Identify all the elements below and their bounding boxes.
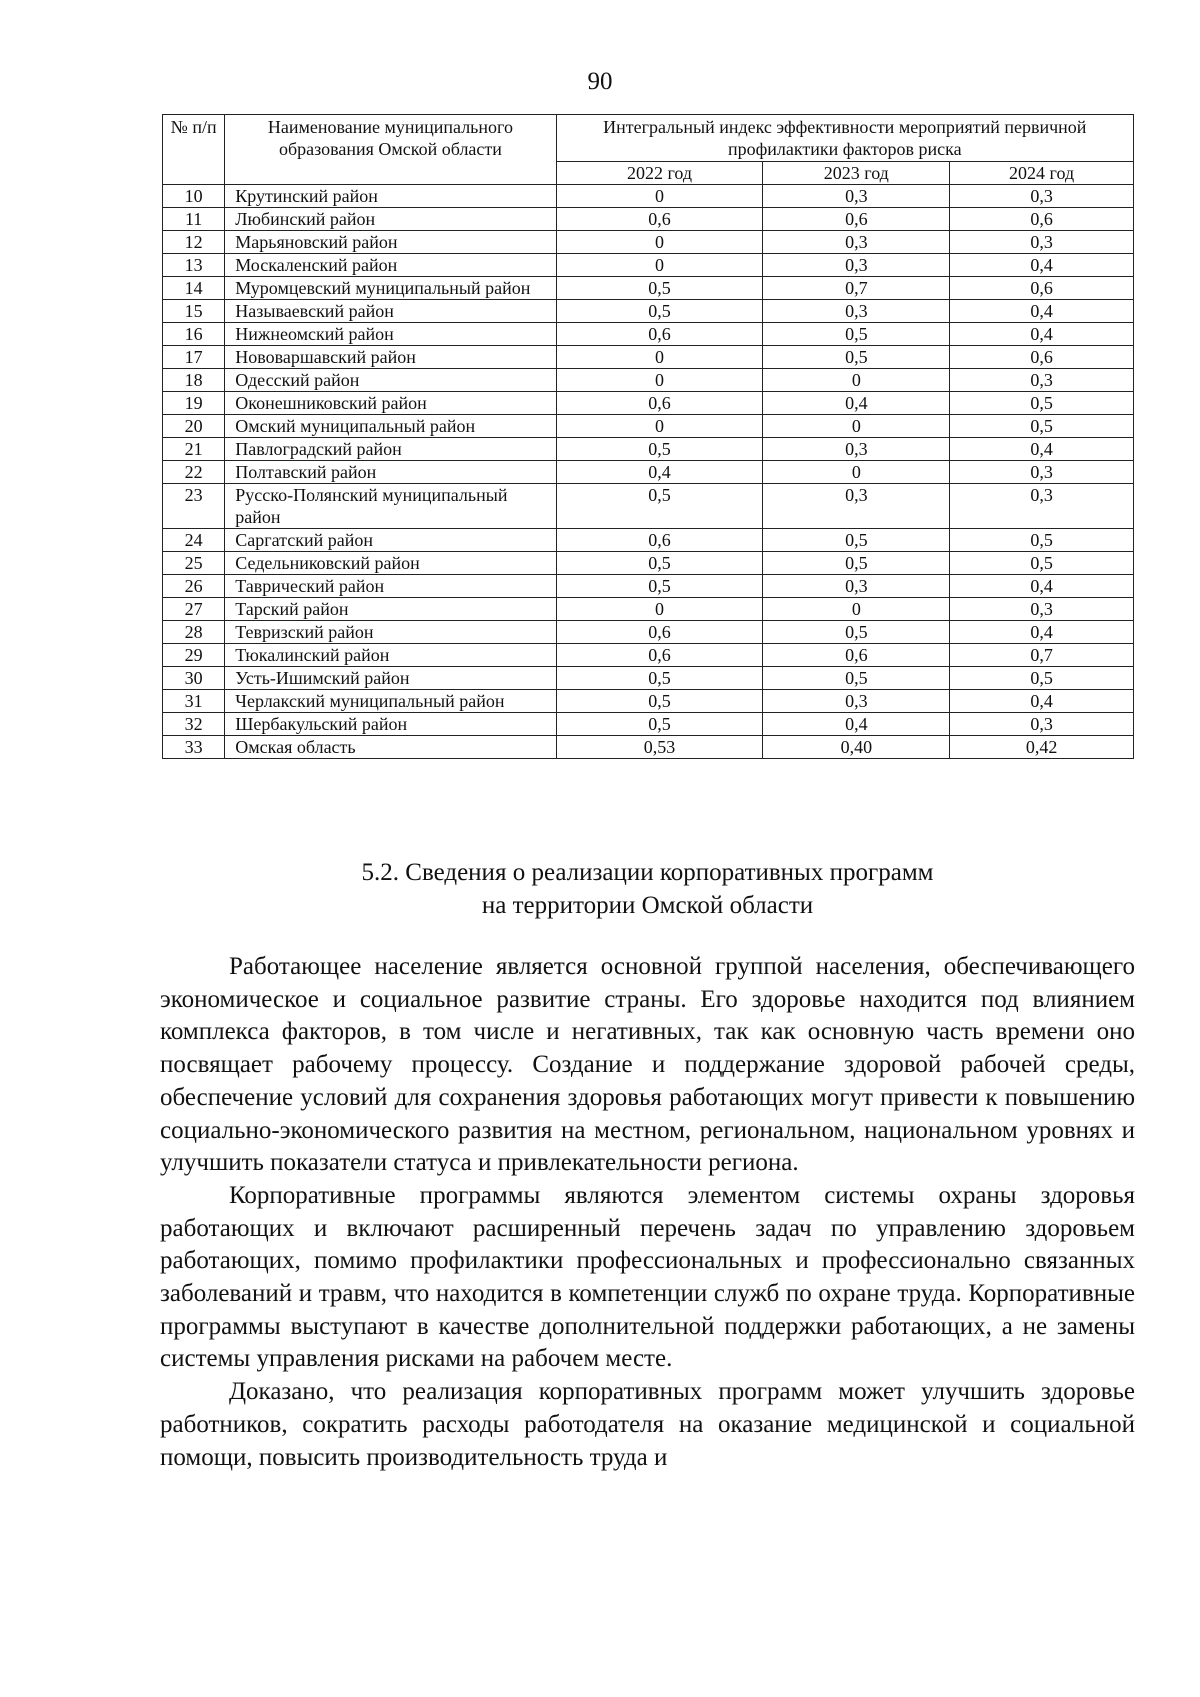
table-row xyxy=(163,598,1134,621)
value-2023-cell: 0,5 xyxy=(763,552,950,575)
value-2023-cell: 0,5 xyxy=(763,323,950,346)
row-number-cell: 20 xyxy=(163,415,225,438)
body-text xyxy=(160,951,1135,1474)
value-2024-cell: 0,3 xyxy=(950,598,1134,621)
header-number: № п/п xyxy=(163,115,225,185)
value-2022-cell: 0,5 xyxy=(556,438,763,461)
value-2024-cell: 0,4 xyxy=(950,323,1134,346)
value-2023-cell: 0,4 xyxy=(763,392,950,415)
value-2024-cell: 0,6 xyxy=(950,208,1134,231)
row-number-cell: 33 xyxy=(163,736,225,759)
value-2024-cell: 0,4 xyxy=(950,300,1134,323)
header-efficiency-index: Интегральный индекс эффективности мероприятий первичной профилактики факторов риска xyxy=(556,115,1133,162)
value-2022-cell: 0,53 xyxy=(556,736,763,759)
municipality-name-cell: Тевризский район xyxy=(225,621,556,644)
value-2023-cell: 0,3 xyxy=(763,254,950,277)
value-2023-cell: 0,40 xyxy=(763,736,950,759)
value-2023-cell: 0,5 xyxy=(763,667,950,690)
municipality-name-cell: Черлакский муниципальный район xyxy=(225,690,556,713)
row-number-cell: 18 xyxy=(163,369,225,392)
value-2023-cell: 0,7 xyxy=(763,277,950,300)
section-heading xyxy=(160,856,1135,922)
value-2022-cell: 0,5 xyxy=(556,300,763,323)
municipality-name-cell: Нововаршавский район xyxy=(225,346,556,369)
row-number-cell: 30 xyxy=(163,667,225,690)
value-2022-cell: 0,4 xyxy=(556,461,763,484)
table-row xyxy=(163,231,1134,254)
table-row xyxy=(163,575,1134,598)
table-row xyxy=(163,277,1134,300)
value-2024-cell: 0,5 xyxy=(950,415,1134,438)
value-2022-cell: 0 xyxy=(556,598,763,621)
row-number-cell: 31 xyxy=(163,690,225,713)
row-number-cell: 19 xyxy=(163,392,225,415)
value-2023-cell: 0,4 xyxy=(763,713,950,736)
value-2023-cell: 0 xyxy=(763,461,950,484)
row-number-cell: 25 xyxy=(163,552,225,575)
row-number-cell: 14 xyxy=(163,277,225,300)
municipality-name-cell: Марьяновский район xyxy=(225,231,556,254)
value-2023-cell: 0,5 xyxy=(763,529,950,552)
value-2022-cell: 0 xyxy=(556,346,763,369)
value-2023-cell: 0 xyxy=(763,369,950,392)
section-heading-line-1: 5.2. Сведения о реализации корпоративных программ xyxy=(361,859,934,886)
value-2022-cell: 0 xyxy=(556,369,763,392)
municipality-name-cell: Любинский район xyxy=(225,208,556,231)
value-2024-cell: 0,5 xyxy=(950,552,1134,575)
value-2022-cell: 0,6 xyxy=(556,392,763,415)
table-row xyxy=(163,323,1134,346)
value-2022-cell: 0,5 xyxy=(556,713,763,736)
value-2023-cell: 0,3 xyxy=(763,185,950,208)
value-2024-cell: 0,3 xyxy=(950,461,1134,484)
table-row xyxy=(163,713,1134,736)
value-2024-cell: 0,4 xyxy=(950,254,1134,277)
value-2024-cell: 0,3 xyxy=(950,484,1134,529)
value-2024-cell: 0,4 xyxy=(950,690,1134,713)
value-2024-cell: 0,42 xyxy=(950,736,1134,759)
value-2023-cell: 0 xyxy=(763,598,950,621)
value-2024-cell: 0,5 xyxy=(950,392,1134,415)
value-2024-cell: 0,3 xyxy=(950,713,1134,736)
table-row xyxy=(163,484,1134,529)
value-2022-cell: 0,6 xyxy=(556,621,763,644)
row-number-cell: 29 xyxy=(163,644,225,667)
table-row xyxy=(163,300,1134,323)
table-row xyxy=(163,254,1134,277)
row-number-cell: 22 xyxy=(163,461,225,484)
municipality-name-cell: Шербакульский район xyxy=(225,713,556,736)
table-row xyxy=(163,644,1134,667)
value-2024-cell: 0,3 xyxy=(950,231,1134,254)
table-row xyxy=(163,346,1134,369)
table-row xyxy=(163,438,1134,461)
value-2022-cell: 0,6 xyxy=(556,208,763,231)
header-year-2022: 2022 год xyxy=(556,162,763,185)
municipality-name-cell: Одесский район xyxy=(225,369,556,392)
municipality-name-cell: Омская область xyxy=(225,736,556,759)
value-2023-cell: 0,5 xyxy=(763,621,950,644)
value-2023-cell: 0,3 xyxy=(763,575,950,598)
header-year-2023: 2023 год xyxy=(763,162,950,185)
row-number-cell: 21 xyxy=(163,438,225,461)
municipality-name-cell: Таврический район xyxy=(225,575,556,598)
table-row xyxy=(163,461,1134,484)
value-2022-cell: 0,6 xyxy=(556,644,763,667)
value-2023-cell: 0,3 xyxy=(763,690,950,713)
value-2024-cell: 0,5 xyxy=(950,529,1134,552)
value-2022-cell: 0,5 xyxy=(556,552,763,575)
row-number-cell: 12 xyxy=(163,231,225,254)
municipality-name-cell: Тарский район xyxy=(225,598,556,621)
value-2023-cell: 0,3 xyxy=(763,300,950,323)
municipality-name-cell: Омский муниципальный район xyxy=(225,415,556,438)
value-2024-cell: 0,4 xyxy=(950,438,1134,461)
table-row xyxy=(163,369,1134,392)
header-municipality-name: Наименование муниципального образования Омской области xyxy=(225,115,556,185)
row-number-cell: 27 xyxy=(163,598,225,621)
table-row xyxy=(163,667,1134,690)
value-2022-cell: 0,5 xyxy=(556,575,763,598)
municipality-name-cell: Усть-Ишимский район xyxy=(225,667,556,690)
value-2024-cell: 0,4 xyxy=(950,621,1134,644)
municipality-name-cell: Москаленский район xyxy=(225,254,556,277)
table-row xyxy=(163,415,1134,438)
value-2024-cell: 0,4 xyxy=(950,575,1134,598)
table-row xyxy=(163,529,1134,552)
row-number-cell: 15 xyxy=(163,300,225,323)
value-2023-cell: 0,6 xyxy=(763,208,950,231)
value-2024-cell: 0,6 xyxy=(950,277,1134,300)
municipality-name-cell: Крутинский район xyxy=(225,185,556,208)
municipality-name-cell: Саргатский район xyxy=(225,529,556,552)
value-2022-cell: 0,6 xyxy=(556,529,763,552)
table-row xyxy=(163,185,1134,208)
value-2023-cell: 0 xyxy=(763,415,950,438)
value-2022-cell: 0 xyxy=(556,185,763,208)
value-2023-cell: 0,3 xyxy=(763,438,950,461)
municipality-name-cell: Русско-Полянский муниципальный район xyxy=(225,484,556,529)
value-2024-cell: 0,7 xyxy=(950,644,1134,667)
value-2024-cell: 0,3 xyxy=(950,185,1134,208)
row-number-cell: 28 xyxy=(163,621,225,644)
table-row xyxy=(163,552,1134,575)
header-year-2024: 2024 год xyxy=(950,162,1134,185)
paragraph-working-population: Работающее население является основной группой населения, обеспечивающего экономическое и социальное развитие страны. Его здоровье находится под влиянием комплекса факторов, в том числе и негативных, так как основную часть времени оно посвящает рабочему процессу. Создание и поддержание здоровой рабочей среды, обеспечение условий для сохранения здоровья работающих могут привести к повышению социально-экономического развития на местном, региональном, национальном уровнях и улучшить показатели статуса и привлекательности региона. xyxy=(160,953,1135,1177)
row-number-cell: 23 xyxy=(163,484,225,529)
row-number-cell: 32 xyxy=(163,713,225,736)
page-number: 90 xyxy=(587,68,613,95)
value-2023-cell: 0,5 xyxy=(763,346,950,369)
table-row xyxy=(163,208,1134,231)
value-2024-cell: 0,6 xyxy=(950,346,1134,369)
value-2022-cell: 0,5 xyxy=(556,484,763,529)
municipality-name-cell: Павлоградский район xyxy=(225,438,556,461)
value-2022-cell: 0,5 xyxy=(556,277,763,300)
municipality-name-cell: Полтавский район xyxy=(225,461,556,484)
row-number-cell: 13 xyxy=(163,254,225,277)
municipality-name-cell: Оконешниковский район xyxy=(225,392,556,415)
value-2022-cell: 0 xyxy=(556,415,763,438)
paragraph-proven-benefits: Доказано, что реализация корпоративных программ может улучшить здоровье работников, сократить расходы работодателя на оказание медицинской и социальной помощи, повысить производительность труда и xyxy=(160,1378,1135,1471)
value-2023-cell: 0,6 xyxy=(763,644,950,667)
value-2022-cell: 0 xyxy=(556,254,763,277)
row-number-cell: 10 xyxy=(163,185,225,208)
table-row xyxy=(163,392,1134,415)
value-2024-cell: 0,3 xyxy=(950,369,1134,392)
value-2022-cell: 0,5 xyxy=(556,667,763,690)
table-row xyxy=(163,736,1134,759)
value-2022-cell: 0,5 xyxy=(556,690,763,713)
table-row xyxy=(163,621,1134,644)
municipality-name-cell: Тюкалинский район xyxy=(225,644,556,667)
row-number-cell: 11 xyxy=(163,208,225,231)
row-number-cell: 26 xyxy=(163,575,225,598)
table-row xyxy=(163,690,1134,713)
municipality-name-cell: Муромцевский муниципальный район xyxy=(225,277,556,300)
value-2024-cell: 0,5 xyxy=(950,667,1134,690)
efficiency-index-table xyxy=(162,114,1134,759)
value-2023-cell: 0,3 xyxy=(763,484,950,529)
value-2022-cell: 0 xyxy=(556,231,763,254)
table-body xyxy=(163,185,1134,759)
row-number-cell: 17 xyxy=(163,346,225,369)
row-number-cell: 24 xyxy=(163,529,225,552)
municipality-name-cell: Называевский район xyxy=(225,300,556,323)
paragraph-corporate-programs: Корпоративные программы являются элементом системы охраны здоровья работающих и включают расширенный перечень задач по управлению здоровьем работающих, помимо профилактики профессиональных и профессионально связанных заболеваний и травм, что находится в компетенции служб по охране труда. Корпоративные программы выступают в качестве дополнительной поддержки работающих, а не замены системы управления рисками на рабочем месте. xyxy=(160,1181,1135,1373)
value-2022-cell: 0,6 xyxy=(556,323,763,346)
municipality-name-cell: Нижнеомский район xyxy=(225,323,556,346)
municipality-name-cell: Седельниковский район xyxy=(225,552,556,575)
value-2023-cell: 0,3 xyxy=(763,231,950,254)
row-number-cell: 16 xyxy=(163,323,225,346)
section-heading-line-2: на территории Омской области xyxy=(481,892,814,919)
